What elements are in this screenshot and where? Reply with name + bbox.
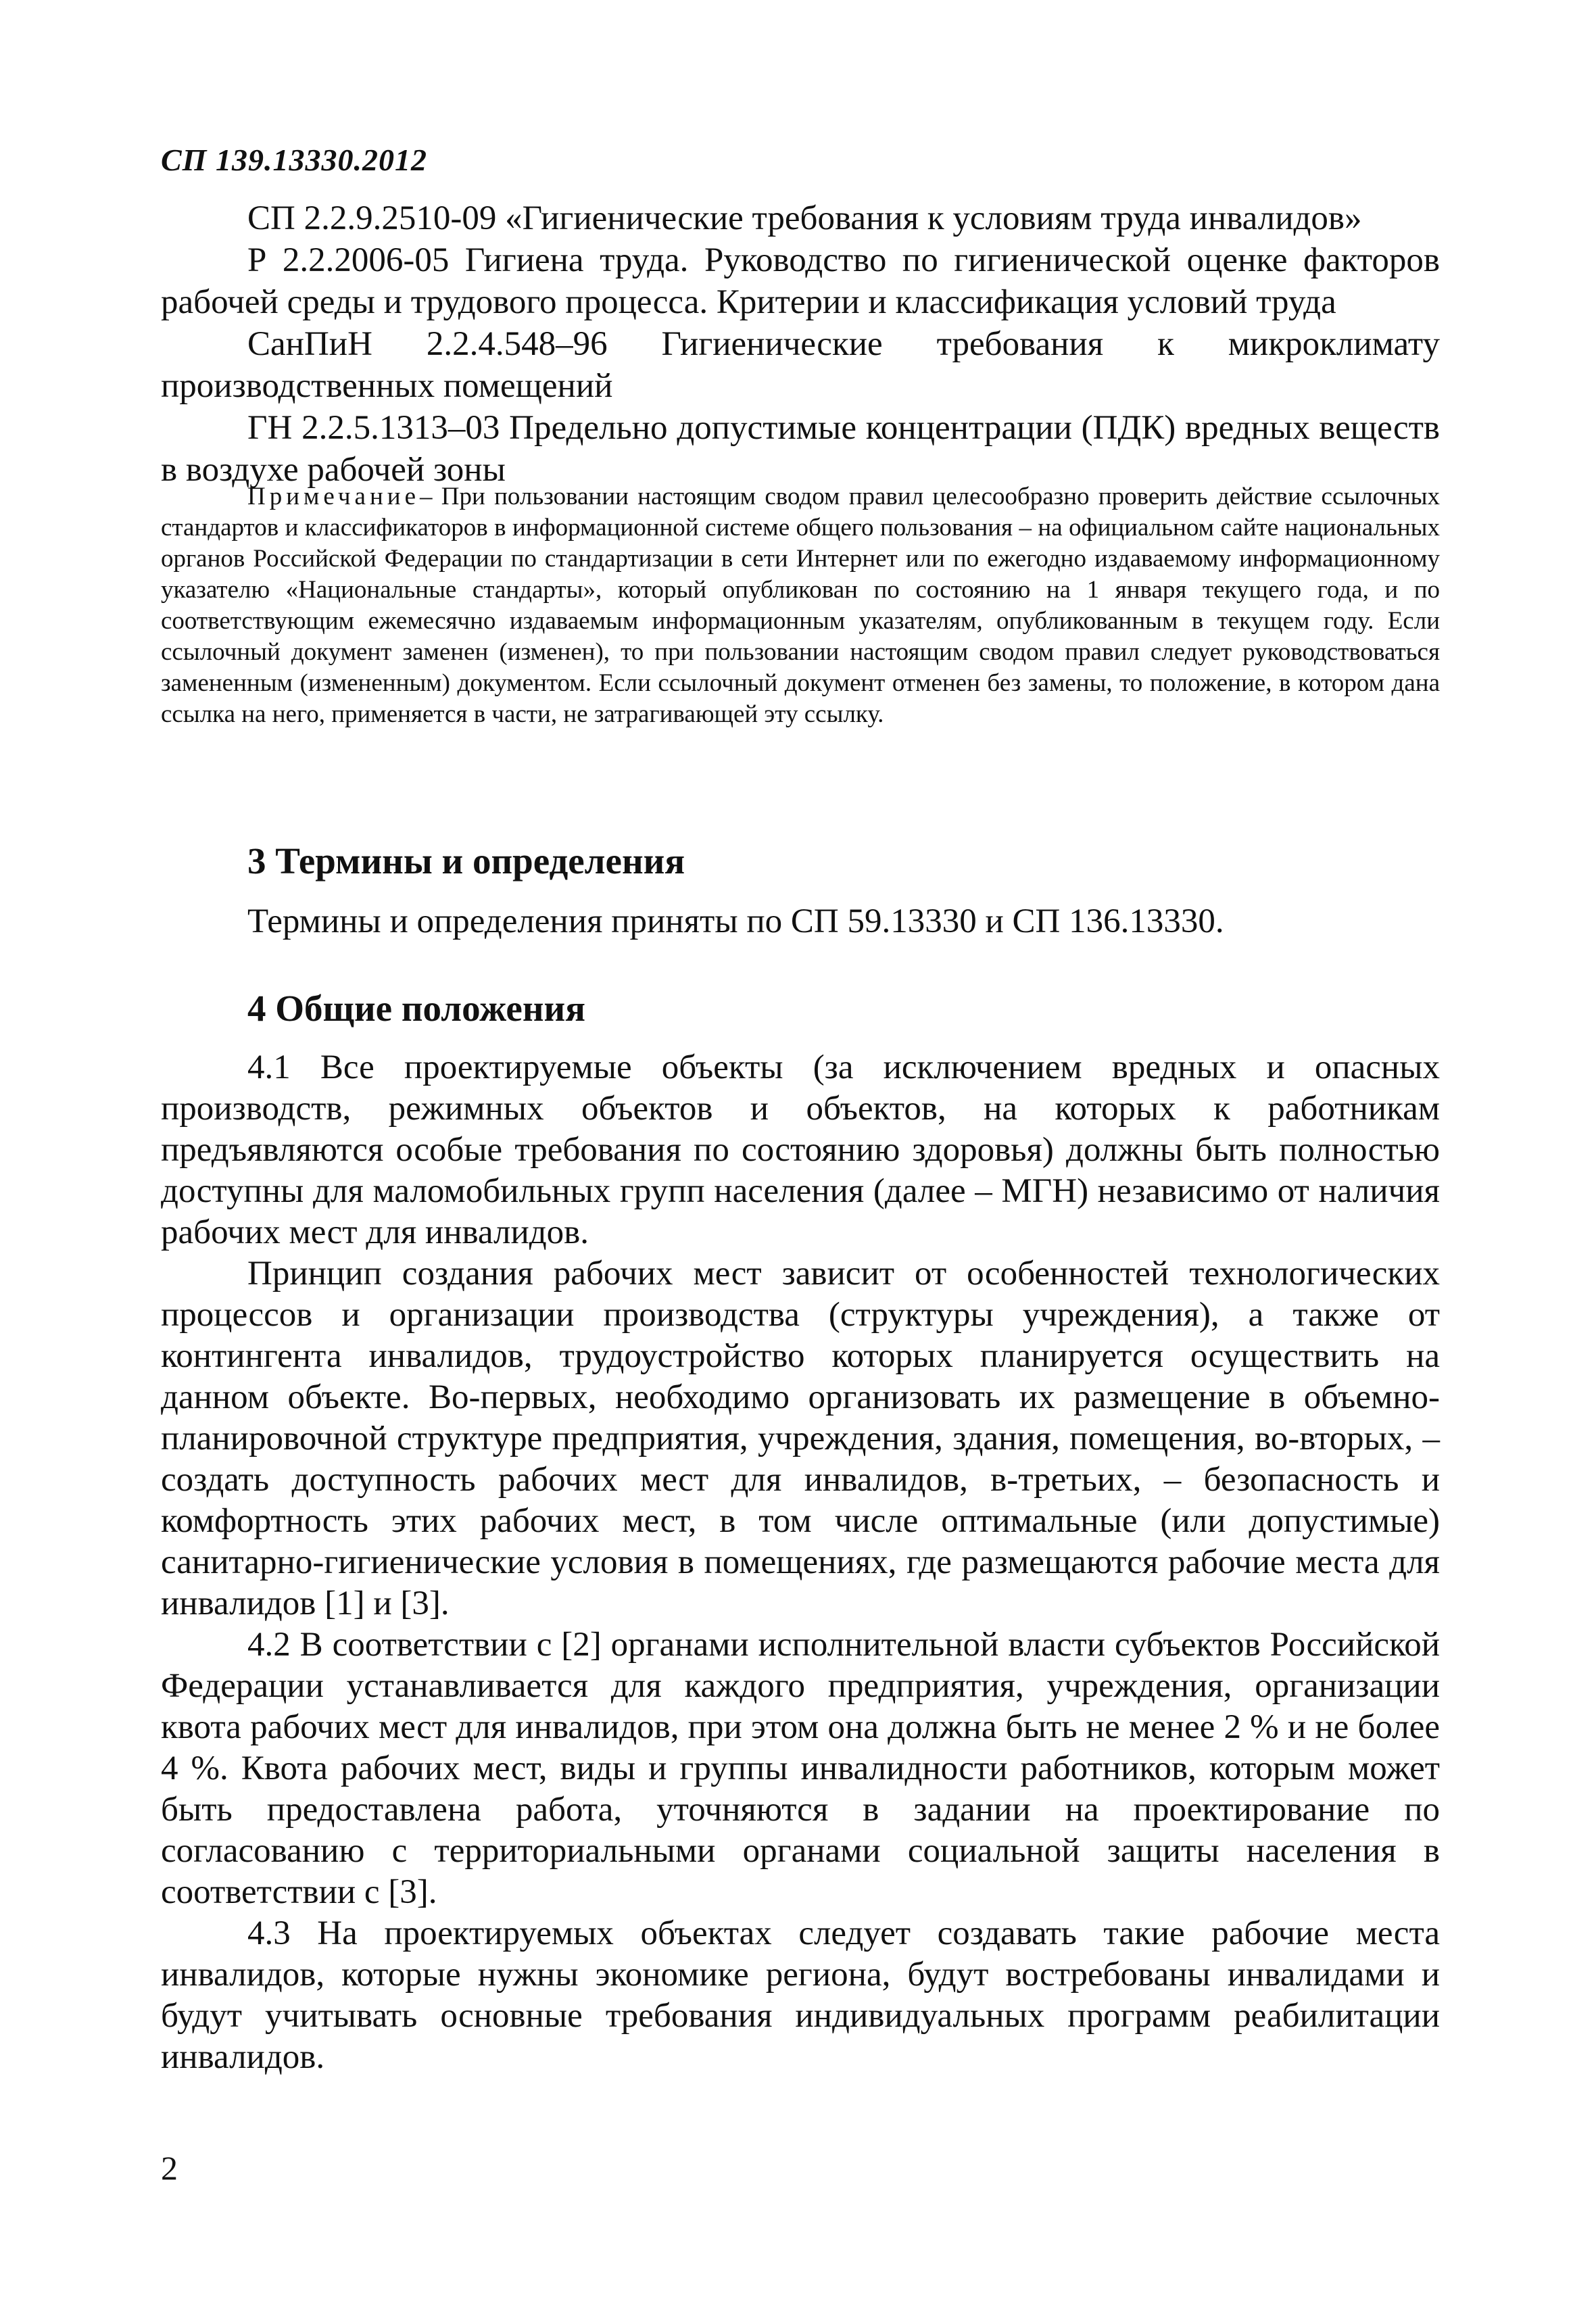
paragraph-4-3: 4.3 На проектируемых объектах следует создавать такие рабочие места инвалидов, которые нужны экономике региона, будут востребованы инвалидами и будут учитывать основные требования индивидуальных программ реабилитации инвалидов. bbox=[161, 1914, 1440, 2076]
note-text: – При пользовании настоящим сводом правил целесообразно проверить действие ссылочных стандартов и классификаторов в информационной системе общего пользования – на официальном сайте национальных органов Российской Федерации по стандартизации в сети Интернет или по ежегодно издаваемому информационному указателю «Национальные стандарты», который опубликован по состоянию на 1 января текущего года, и по соответствующим ежемесячно издаваемым информационным указателям, опубликованным в текущем году. Если ссылочный документ заменен (изменен), то при пользовании настоящим сводом правил следует руководствоваться замененным (измененным) документом. Если ссылочный документ отменен без замены, то положение, в котором дана ссылка на него, применяется в части, не затрагивающей эту ссылку. bbox=[161, 483, 1440, 728]
paragraph-principle: Принцип создания рабочих мест зависит от особенностей технологических процессов и организации производства (структуры учреждения), а также от контингента инвалидов, трудоустройство которых планируется осуществить на данном объекте. Во-первых, необходимо организовать их размещение в объемно-планировочной структуре предприятия, учреждения, здания, помещения, во-вторых, – создать доступность рабочих мест для инвалидов, в-третьих, – безопасность и комфортность этих рабочих мест, в том числе оптимальные (или допустимые) санитарно-гигиенические условия в помещениях, где размещаются рабочие места для инвалидов [1] и [3]. bbox=[161, 1255, 1440, 1622]
section-3 bbox=[161, 840, 1440, 942]
reference-item: Р 2.2.2006-05 Гигиена труда. Руководство по гигиенической оценке факторов рабочей среды и трудового процесса. Критерии и классификация условий труда bbox=[161, 241, 1440, 321]
section-4-title: 4 Общие положения bbox=[247, 988, 585, 1029]
page-number: 2 bbox=[161, 2149, 178, 2187]
section-3-title: 3 Термины и определения bbox=[247, 840, 685, 882]
document-code: СП 139.13330.2012 bbox=[161, 143, 427, 177]
note-label: Примечание bbox=[247, 483, 420, 510]
reference-item: СанПиН 2.2.4.548–96 Гигиенические требования к микроклимату производственных помещений bbox=[161, 325, 1440, 405]
section-4 bbox=[161, 987, 1440, 2078]
references-list bbox=[161, 197, 1440, 491]
note-block bbox=[161, 481, 1440, 730]
reference-item: ГН 2.2.5.1313–03 Предельно допустимые концентрации (ПДК) вредных веществ в воздухе рабочей зоны bbox=[161, 409, 1440, 489]
paragraph-4-2: 4.2 В соответствии с [2] органами исполнительной власти субъектов Российской Федерации устанавливается для каждого предприятия, учреждения, организации квота рабочих мест для инвалидов, при этом она должна быть не менее 2 % и не более 4 %. Квота рабочих мест, виды и группы инвалидности работников, которым может быть предоставлена работа, уточняются в задании на проектирование по согласованию с территориальными органами социальной защиты населения в соответствии с [3]. bbox=[161, 1626, 1440, 1911]
section-3-text: Термины и определения приняты по СП 59.13330 и СП 136.13330. bbox=[247, 902, 1224, 940]
reference-item: СП 2.2.9.2510-09 «Гигиенические требования к условиям труда инвалидов» bbox=[247, 199, 1362, 237]
paragraph-4-1: 4.1 Все проектируемые объекты (за исключением вредных и опасных производств, режимных объектов и объектов, на которых к работникам предъявляются особые требования по состоянию здоровья) должны быть полностью доступны для маломобильных групп населения (далее – МГН) независимо от наличия рабочих мест для инвалидов. bbox=[161, 1048, 1440, 1251]
